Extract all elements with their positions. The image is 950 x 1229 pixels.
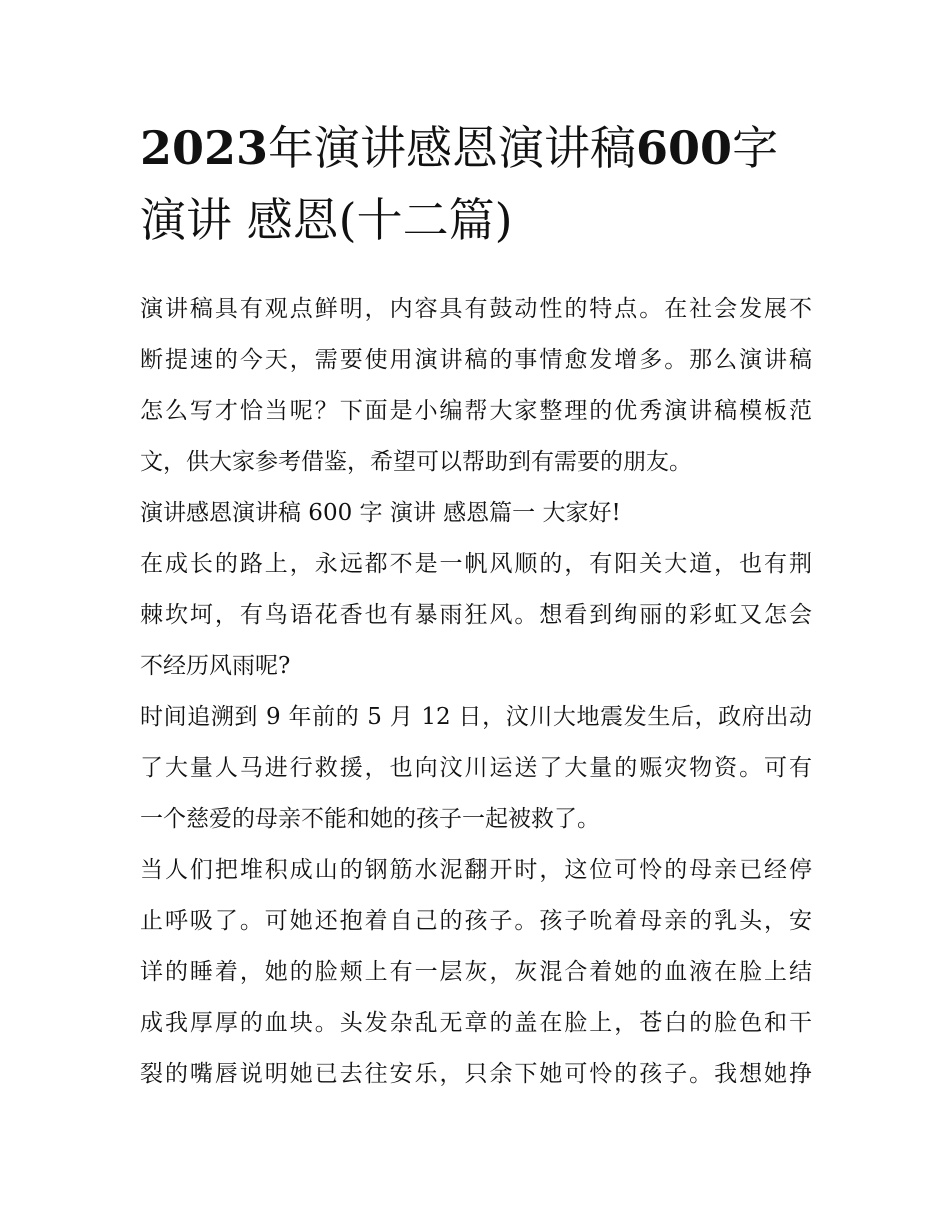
text-line: 时间追溯到 9 年前的 5 月 12 日，汶川大地震发生后，政府出动 <box>140 704 812 730</box>
text-line: 不经历风雨呢? <box>140 653 291 679</box>
text-line: 了大量人马进行救援，也向汶川运送了大量的赈灾物资。可有 <box>140 755 812 781</box>
text-line: 怎么写才恰当呢？下面是小编帮大家整理的优秀演讲稿模板范 <box>140 398 812 424</box>
document-page <box>140 112 812 1100</box>
text-line: 棘坎坷，有鸟语花香也有暴雨狂风。想看到绚丽的彩虹又怎会 <box>140 602 812 628</box>
paragraph-intro <box>140 284 812 488</box>
title-text-end: 字 <box>732 121 779 175</box>
paragraph-earthquake <box>140 692 812 845</box>
title-text-mid: 年演讲感恩演讲稿 <box>268 121 637 175</box>
text-line: 演讲稿具有观点鲜明，内容具有鼓动性的特点。在社会发展不 <box>140 296 812 322</box>
text-line: 成我厚厚的血块。头发杂乱无章的盖在脸上，苍白的脸色和干 <box>140 1010 812 1036</box>
document-body <box>140 284 812 1100</box>
title-line-2: 演讲 感恩(十二篇) <box>140 193 513 247</box>
paragraph-mother <box>140 845 812 1100</box>
text-line: 当人们把堆积成山的钢筋水泥翻开时，这位可怜的母亲已经停 <box>140 857 812 883</box>
text-line: 演讲感恩演讲稿 600 字 演讲 感恩篇一 大家好! <box>140 500 621 526</box>
text-line: 一个慈爱的母亲不能和她的孩子一起被救了。 <box>140 806 600 832</box>
text-line: 裂的嘴唇说明她已去往安乐，只余下她可怜的孩子。我想她挣 <box>140 1061 812 1087</box>
document-title <box>140 112 812 256</box>
text-line: 止呼吸了。可她还抱着自己的孩子。孩子吮着母亲的乳头，安 <box>140 908 812 934</box>
text-line: 文，供大家参考借鉴，希望可以帮助到有需要的朋友。 <box>140 449 692 475</box>
title-line-1 <box>140 112 812 184</box>
text-line: 详的睡着，她的脸颊上有一层灰，灰混合着她的血液在脸上结 <box>140 959 812 985</box>
title-word-count: 600 <box>636 121 733 175</box>
title-year: 2023 <box>140 121 269 175</box>
text-line: 在成长的路上，永远都不是一帆风顺的，有阳关大道，也有荆 <box>140 551 812 577</box>
text-line: 断提速的今天，需要使用演讲稿的事情愈发增多。那么演讲稿 <box>140 347 812 373</box>
paragraph-heading <box>140 488 812 539</box>
paragraph-growth <box>140 539 812 692</box>
